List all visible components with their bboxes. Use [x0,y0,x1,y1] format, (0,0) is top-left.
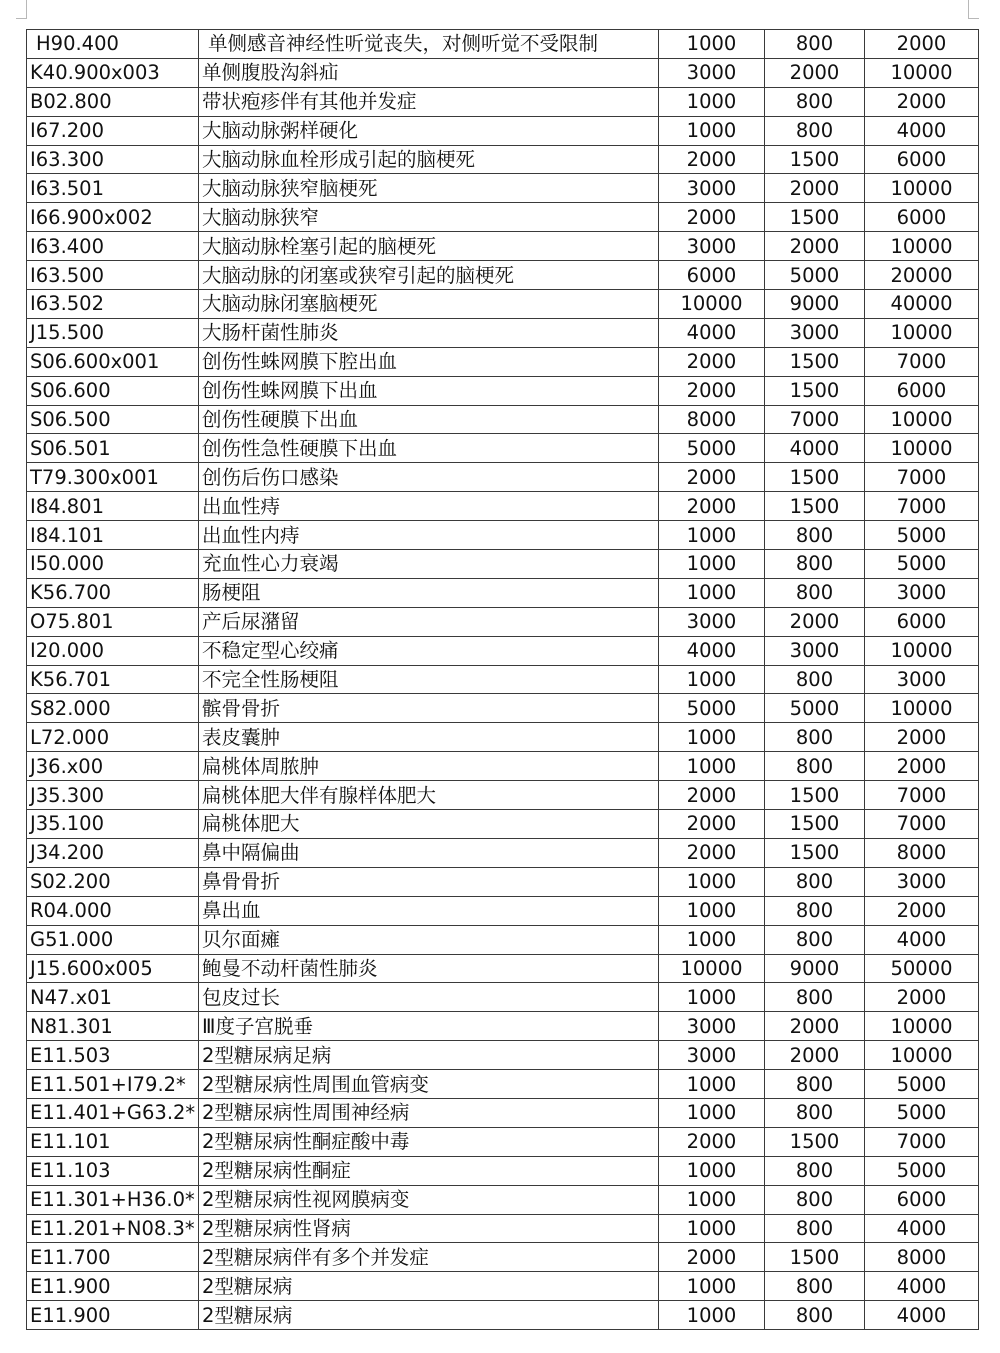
value-1-cell: 1000 [659,87,765,116]
diagnosis-code-cell: I50.000 [27,550,199,579]
table-row [27,1272,979,1301]
value-1-cell: 1000 [659,896,765,925]
diagnosis-code-cell: N47.x01 [27,983,199,1012]
diagnosis-code-cell: E11.700 [27,1243,199,1272]
table-row [27,925,979,954]
value-2-cell: 1500 [765,1127,865,1156]
diagnosis-name-cell: 大脑动脉血栓形成引起的脑梗死 [199,145,659,174]
diagnosis-code-cell: G51.000 [27,925,199,954]
value-2-cell: 1500 [765,463,865,492]
diagnosis-name-cell: 创伤性蛛网膜下出血 [199,376,659,405]
diagnosis-code-cell: T79.300x001 [27,463,199,492]
value-1-cell: 2000 [659,838,765,867]
diagnosis-code-cell: I63.400 [27,232,199,261]
value-2-cell: 1500 [765,1243,865,1272]
table-row [27,492,979,521]
table-row [27,838,979,867]
diagnosis-name-cell: 扁桃体周脓肿 [199,752,659,781]
value-2-cell: 800 [765,665,865,694]
value-2-cell: 9000 [765,290,865,319]
value-2-cell: 800 [765,983,865,1012]
table-row [27,781,979,810]
diagnosis-code-cell: E11.401+G63.2* [27,1098,199,1127]
table-row [27,550,979,579]
value-1-cell: 1000 [659,752,765,781]
diagnosis-code-cell: S06.500 [27,405,199,434]
value-3-cell: 10000 [865,174,979,203]
value-3-cell: 8000 [865,1243,979,1272]
value-3-cell: 6000 [865,203,979,232]
diagnosis-code-cell: I67.200 [27,116,199,145]
value-2-cell: 2000 [765,58,865,87]
value-3-cell: 8000 [865,838,979,867]
diagnosis-name-cell: 创伤性硬膜下出血 [199,405,659,434]
value-1-cell: 2000 [659,1127,765,1156]
value-3-cell: 10000 [865,434,979,463]
value-3-cell: 2000 [865,983,979,1012]
value-3-cell: 2000 [865,896,979,925]
diagnosis-name-cell: 大脑动脉粥样硬化 [199,116,659,145]
value-3-cell: 4000 [865,1214,979,1243]
value-1-cell: 1000 [659,723,765,752]
table-row [27,636,979,665]
diagnosis-name-cell: 带状疱疹伴有其他并发症 [199,87,659,116]
value-1-cell: 1000 [659,1156,765,1185]
value-3-cell: 4000 [865,1301,979,1330]
value-1-cell: 1000 [659,1070,765,1099]
diagnosis-code-cell: H90.400 [27,30,199,59]
table-row [27,30,979,59]
value-2-cell: 800 [765,578,865,607]
value-2-cell: 800 [765,1185,865,1214]
value-2-cell: 800 [765,1214,865,1243]
value-1-cell: 2000 [659,145,765,174]
value-3-cell: 2000 [865,87,979,116]
diagnosis-name-cell: 鼻骨骨折 [199,867,659,896]
value-2-cell: 1500 [765,810,865,839]
diagnosis-code-cell: I84.101 [27,521,199,550]
value-3-cell: 40000 [865,290,979,319]
diagnosis-name-cell: 大脑动脉狭窄 [199,203,659,232]
value-1-cell: 1000 [659,1214,765,1243]
diagnosis-name-cell: 2型糖尿病性视网膜病变 [199,1185,659,1214]
diagnosis-code-cell: S06.501 [27,434,199,463]
diagnosis-name-cell: 充血性心力衰竭 [199,550,659,579]
value-2-cell: 800 [765,752,865,781]
value-1-cell: 1000 [659,867,765,896]
table-row [27,203,979,232]
value-1-cell: 3000 [659,58,765,87]
table-row [27,376,979,405]
value-1-cell: 1000 [659,116,765,145]
value-3-cell: 10000 [865,694,979,723]
value-3-cell: 50000 [865,954,979,983]
diagnosis-code-cell: R04.000 [27,896,199,925]
value-2-cell: 1500 [765,203,865,232]
value-2-cell: 800 [765,1301,865,1330]
diagnosis-code-cell: I66.900x002 [27,203,199,232]
diagnosis-code-cell: J36.x00 [27,752,199,781]
value-3-cell: 3000 [865,578,979,607]
value-3-cell: 6000 [865,607,979,636]
value-3-cell: 5000 [865,521,979,550]
diagnosis-name-cell: 单侧感音神经性听觉丧失，对侧听觉不受限制 [199,30,659,59]
table-row [27,1012,979,1041]
diagnosis-name-cell: 髌骨骨折 [199,694,659,723]
value-3-cell: 7000 [865,810,979,839]
value-1-cell: 5000 [659,434,765,463]
value-1-cell: 1000 [659,1185,765,1214]
table-row [27,954,979,983]
table-row [27,318,979,347]
diagnosis-name-cell: 大脑动脉的闭塞或狭窄引起的脑梗死 [199,261,659,290]
diagnosis-name-cell: 2型糖尿病性酮症酸中毒 [199,1127,659,1156]
value-2-cell: 2000 [765,232,865,261]
value-1-cell: 8000 [659,405,765,434]
value-1-cell: 1000 [659,1301,765,1330]
value-2-cell: 1500 [765,376,865,405]
value-3-cell: 10000 [865,405,979,434]
diagnosis-name-cell: 出血性痔 [199,492,659,521]
diagnosis-name-cell: 产后尿潴留 [199,607,659,636]
value-3-cell: 5000 [865,1098,979,1127]
value-1-cell: 1000 [659,1272,765,1301]
table-row [27,810,979,839]
value-3-cell: 4000 [865,1272,979,1301]
diagnosis-code-cell: S02.200 [27,867,199,896]
value-1-cell: 4000 [659,318,765,347]
value-2-cell: 4000 [765,434,865,463]
table-row [27,1243,979,1272]
diagnosis-name-cell: 2型糖尿病性酮症 [199,1156,659,1185]
value-2-cell: 800 [765,1070,865,1099]
diagnosis-code-cell: S82.000 [27,694,199,723]
value-2-cell: 800 [765,87,865,116]
value-2-cell: 800 [765,116,865,145]
diagnosis-name-cell: 扁桃体肥大伴有腺样体肥大 [199,781,659,810]
value-1-cell: 10000 [659,954,765,983]
value-1-cell: 1000 [659,665,765,694]
value-3-cell: 10000 [865,318,979,347]
value-1-cell: 2000 [659,781,765,810]
value-3-cell: 2000 [865,752,979,781]
value-3-cell: 3000 [865,867,979,896]
value-2-cell: 2000 [765,1041,865,1070]
value-2-cell: 5000 [765,261,865,290]
diagnosis-code-cell: I20.000 [27,636,199,665]
value-1-cell: 2000 [659,347,765,376]
table-row [27,463,979,492]
diagnosis-name-cell: 不稳定型心绞痛 [199,636,659,665]
diagnosis-name-cell: 大脑动脉闭塞脑梗死 [199,290,659,319]
diagnosis-code-cell: E11.101 [27,1127,199,1156]
value-2-cell: 2000 [765,607,865,636]
value-3-cell: 10000 [865,232,979,261]
value-3-cell: 10000 [865,1041,979,1070]
value-1-cell: 3000 [659,607,765,636]
table-row [27,1156,979,1185]
value-1-cell: 1000 [659,578,765,607]
value-2-cell: 800 [765,30,865,59]
value-1-cell: 2000 [659,463,765,492]
value-3-cell: 2000 [865,723,979,752]
diagnosis-code-cell: K40.900x003 [27,58,199,87]
table-row [27,347,979,376]
diagnosis-name-cell: 大脑动脉狭窄脑梗死 [199,174,659,203]
value-2-cell: 2000 [765,1012,865,1041]
value-1-cell: 6000 [659,261,765,290]
diagnosis-code-cell: I63.300 [27,145,199,174]
diagnosis-name-cell: 2型糖尿病 [199,1272,659,1301]
diagnosis-code-cell: E11.301+H36.0* [27,1185,199,1214]
value-3-cell: 5000 [865,1070,979,1099]
diagnosis-name-cell: 肠梗阻 [199,578,659,607]
value-3-cell: 7000 [865,347,979,376]
value-1-cell: 3000 [659,232,765,261]
diagnosis-code-cell: E11.501+I79.2* [27,1070,199,1099]
value-2-cell: 1500 [765,145,865,174]
diagnosis-name-cell: 创伤性急性硬膜下出血 [199,434,659,463]
diagnosis-name-cell: 鲍曼不动杆菌性肺炎 [199,954,659,983]
table-row [27,694,979,723]
diagnosis-name-cell: 单侧腹股沟斜疝 [199,58,659,87]
diagnosis-code-cell: I63.501 [27,174,199,203]
diagnosis-code-cell: O75.801 [27,607,199,636]
diagnosis-name-cell: 表皮囊肿 [199,723,659,752]
value-2-cell: 800 [765,896,865,925]
value-2-cell: 800 [765,925,865,954]
value-3-cell: 2000 [865,30,979,59]
diagnosis-code-cell: I84.801 [27,492,199,521]
value-2-cell: 800 [765,550,865,579]
value-2-cell: 800 [765,1098,865,1127]
value-2-cell: 800 [765,867,865,896]
value-3-cell: 6000 [865,1185,979,1214]
diagnosis-code-cell: J34.200 [27,838,199,867]
diagnosis-name-cell: 2型糖尿病性周围血管病变 [199,1070,659,1099]
diagnosis-code-cell: E11.103 [27,1156,199,1185]
table-row [27,232,979,261]
table-row [27,58,979,87]
value-2-cell: 2000 [765,174,865,203]
table-row [27,752,979,781]
table-row [27,1214,979,1243]
diagnosis-code-cell: J35.300 [27,781,199,810]
diagnosis-name-cell: 鼻出血 [199,896,659,925]
diagnosis-name-cell: 2型糖尿病 [199,1301,659,1330]
table-row [27,1301,979,1330]
value-1-cell: 2000 [659,492,765,521]
value-2-cell: 5000 [765,694,865,723]
value-1-cell: 1000 [659,30,765,59]
table-row [27,1041,979,1070]
diagnosis-code-cell: N81.301 [27,1012,199,1041]
table-row [27,174,979,203]
value-2-cell: 3000 [765,636,865,665]
diagnosis-name-cell: 创伤后伤口感染 [199,463,659,492]
value-3-cell: 4000 [865,925,979,954]
table-row [27,665,979,694]
value-2-cell: 800 [765,723,865,752]
value-3-cell: 6000 [865,145,979,174]
value-3-cell: 7000 [865,781,979,810]
value-3-cell: 6000 [865,376,979,405]
value-2-cell: 800 [765,1272,865,1301]
value-1-cell: 3000 [659,1041,765,1070]
diagnosis-code-cell: S06.600x001 [27,347,199,376]
value-1-cell: 1000 [659,925,765,954]
value-1-cell: 10000 [659,290,765,319]
table-row [27,145,979,174]
table-row [27,87,979,116]
diagnosis-name-cell: 2型糖尿病性肾病 [199,1214,659,1243]
table-row [27,1098,979,1127]
value-1-cell: 2000 [659,810,765,839]
table-row [27,116,979,145]
table-row [27,405,979,434]
table-row [27,1070,979,1099]
diagnosis-name-cell: 出血性内痔 [199,521,659,550]
value-3-cell: 4000 [865,116,979,145]
value-1-cell: 3000 [659,1012,765,1041]
value-1-cell: 3000 [659,174,765,203]
diagnosis-name-cell: 不完全性肠梗阻 [199,665,659,694]
table-row [27,867,979,896]
value-2-cell: 1500 [765,347,865,376]
value-3-cell: 10000 [865,58,979,87]
value-1-cell: 5000 [659,694,765,723]
diagnosis-name-cell: 2型糖尿病伴有多个并发症 [199,1243,659,1272]
diagnosis-name-cell: 包皮过长 [199,983,659,1012]
diagnosis-name-cell: 创伤性蛛网膜下腔出血 [199,347,659,376]
diagnosis-name-cell: Ⅲ度子宫脱垂 [199,1012,659,1041]
table-row [27,983,979,1012]
value-2-cell: 800 [765,521,865,550]
table-row [27,607,979,636]
diagnosis-name-cell: 鼻中隔偏曲 [199,838,659,867]
value-2-cell: 1500 [765,781,865,810]
value-3-cell: 5000 [865,1156,979,1185]
diagnosis-code-cell: E11.900 [27,1272,199,1301]
table-row [27,578,979,607]
diagnosis-code-cell: I63.500 [27,261,199,290]
value-3-cell: 7000 [865,463,979,492]
diagnosis-name-cell: 2型糖尿病性周围神经病 [199,1098,659,1127]
value-2-cell: 800 [765,1156,865,1185]
diagnosis-code-cell: B02.800 [27,87,199,116]
diagnosis-code-cell: J35.100 [27,810,199,839]
value-2-cell: 1500 [765,492,865,521]
diagnosis-code-cell: J15.500 [27,318,199,347]
value-1-cell: 1000 [659,1098,765,1127]
table-row [27,261,979,290]
value-2-cell: 3000 [765,318,865,347]
diagnosis-code-cell: K56.700 [27,578,199,607]
value-2-cell: 1500 [765,838,865,867]
table-row [27,434,979,463]
diagnosis-code-cell: J15.600x005 [27,954,199,983]
value-3-cell: 10000 [865,1012,979,1041]
value-3-cell: 7000 [865,1127,979,1156]
table-row [27,290,979,319]
value-3-cell: 20000 [865,261,979,290]
diagnosis-name-cell: 贝尔面瘫 [199,925,659,954]
table-row [27,521,979,550]
diagnosis-name-cell: 2型糖尿病足病 [199,1041,659,1070]
value-1-cell: 2000 [659,203,765,232]
diagnosis-code-cell: K56.701 [27,665,199,694]
value-1-cell: 1000 [659,521,765,550]
diagnosis-code-cell: L72.000 [27,723,199,752]
margin-corner-mark-right [968,0,979,19]
diagnosis-code-cell: S06.600 [27,376,199,405]
diagnosis-code-cell: I63.502 [27,290,199,319]
diagnosis-name-cell: 大脑动脉栓塞引起的脑梗死 [199,232,659,261]
value-2-cell: 9000 [765,954,865,983]
value-1-cell: 4000 [659,636,765,665]
diagnosis-code-cell: E11.201+N08.3* [27,1214,199,1243]
value-1-cell: 2000 [659,376,765,405]
table-row [27,896,979,925]
table-row [27,723,979,752]
table-row [27,1127,979,1156]
table-body [27,30,979,1330]
diagnosis-name-cell: 大肠杆菌性肺炎 [199,318,659,347]
diagnosis-code-cell: E11.503 [27,1041,199,1070]
diagnosis-code-cell: E11.900 [27,1301,199,1330]
value-3-cell: 3000 [865,665,979,694]
value-3-cell: 5000 [865,550,979,579]
value-1-cell: 1000 [659,983,765,1012]
diagnosis-fee-table [26,29,979,1330]
diagnosis-name-cell: 扁桃体肥大 [199,810,659,839]
margin-corner-mark-left [16,0,27,19]
value-1-cell: 2000 [659,1243,765,1272]
value-3-cell: 7000 [865,492,979,521]
table-row [27,1185,979,1214]
value-1-cell: 1000 [659,550,765,579]
value-3-cell: 10000 [865,636,979,665]
value-2-cell: 7000 [765,405,865,434]
